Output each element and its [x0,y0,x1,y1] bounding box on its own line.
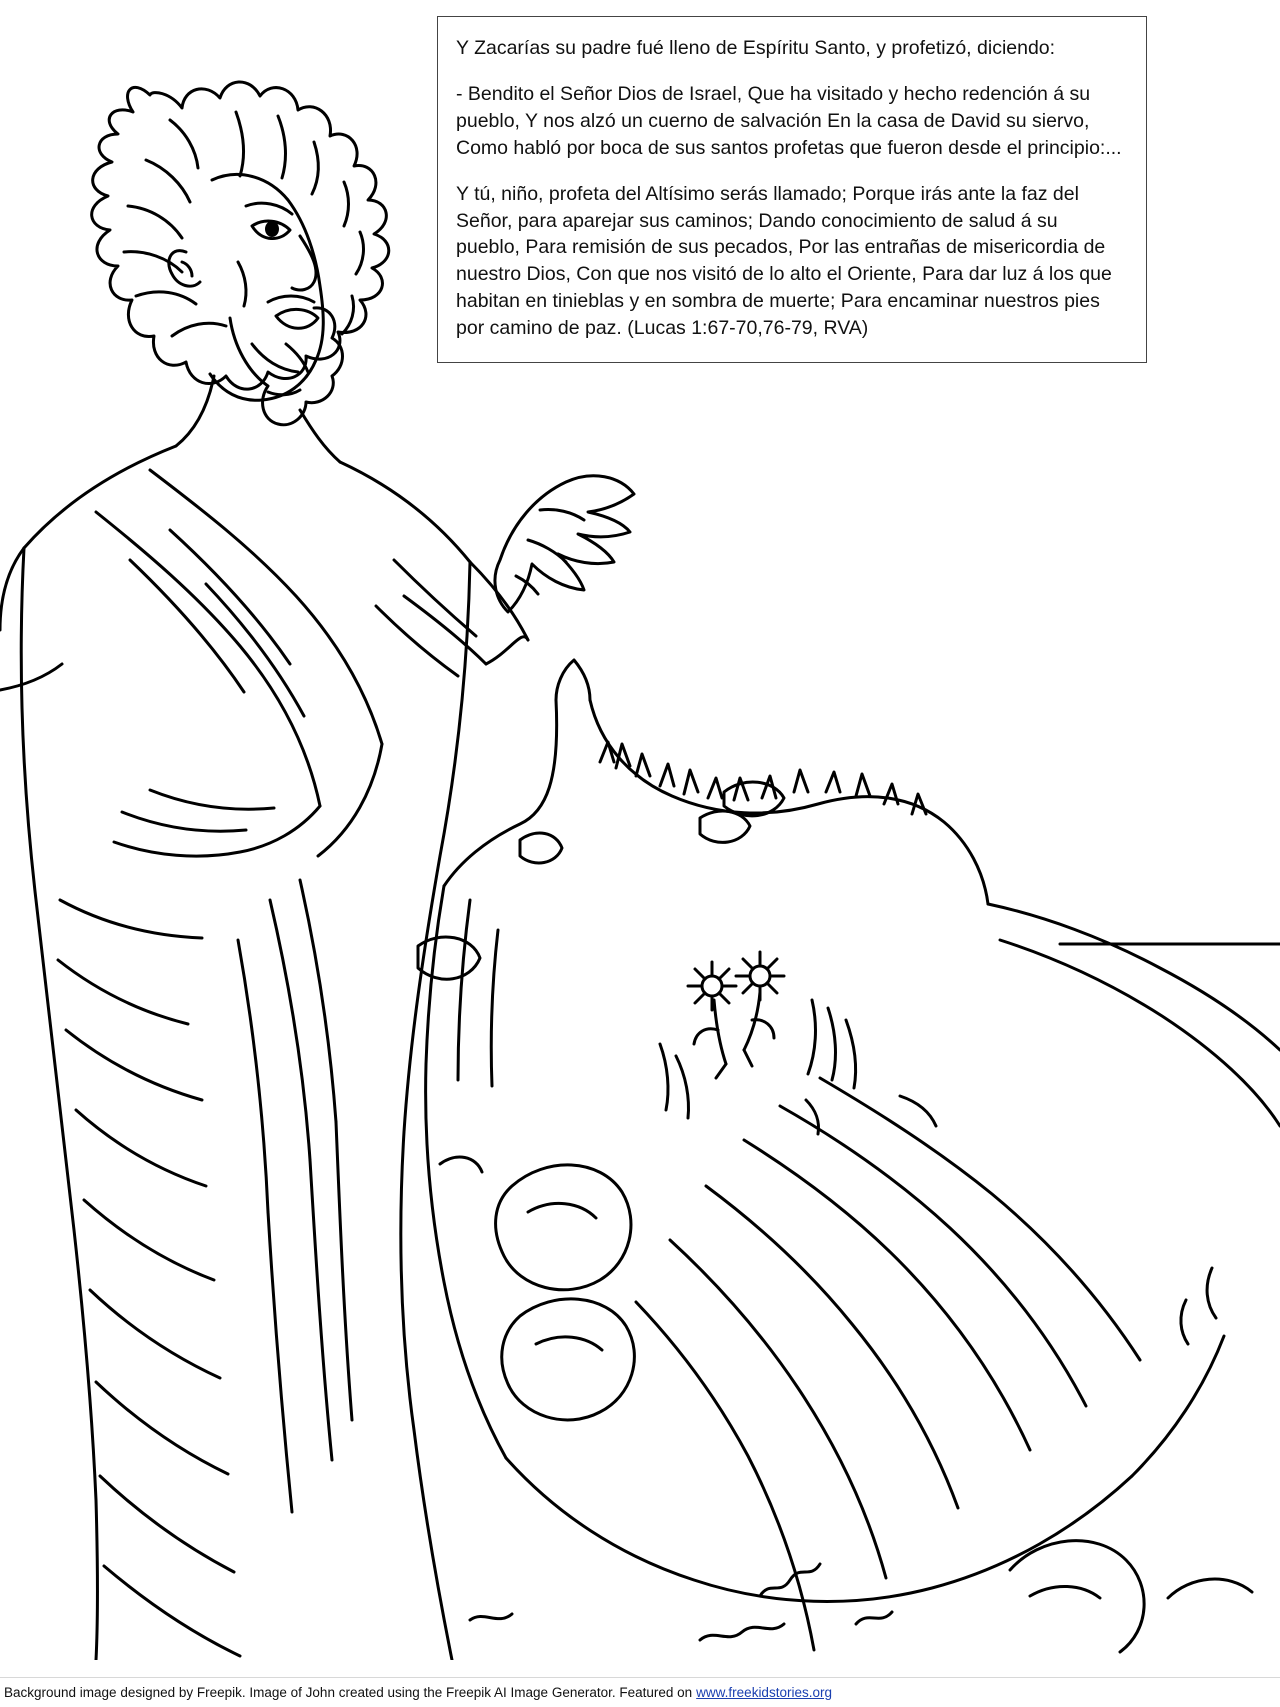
freekidstories-link[interactable]: www.freekidstories.org [696,1685,832,1700]
scripture-text-box [437,16,1147,363]
footer-credit [0,1677,1280,1707]
rocky-landscape [418,660,1280,1652]
credit-text: Background image designed by Freepik. Image of John created using the Freepik AI Image Generator. Featured on [4,1685,693,1700]
verse-paragraph-1: Y Zacarías su padre fué lleno de Espíritu Santo, y profetizó, diciendo: [456,37,1056,59]
flowers [688,952,784,1078]
verse-paragraph-3: Y tú, niño, profeta del Altísimo serás llamado; Porque irás ante la faz del Señor, para aparejar sus caminos; Dando conocimiento de salud á su pueblo, Para remisión de sus pecados, Por las entrañas de misericordia de nuestro Dios, Con que nos visitó de lo alto el Oriente, Para dar luz á los que habitan en tinieblas y en sombra de muerte; Para encaminar nuestros pies por camino de paz. (Lucas 1:67-70,76-79, RVA) [456,182,1112,340]
verse-paragraph-2: - Bendito el Señor Dios de Israel, Que ha visitado y hecho redención á su pueblo, Y nos alzó un cuerno de salvación En la casa de David su siervo, Como habló por boca de sus santos profetas que fueron desde el principio:... [456,82,1122,159]
